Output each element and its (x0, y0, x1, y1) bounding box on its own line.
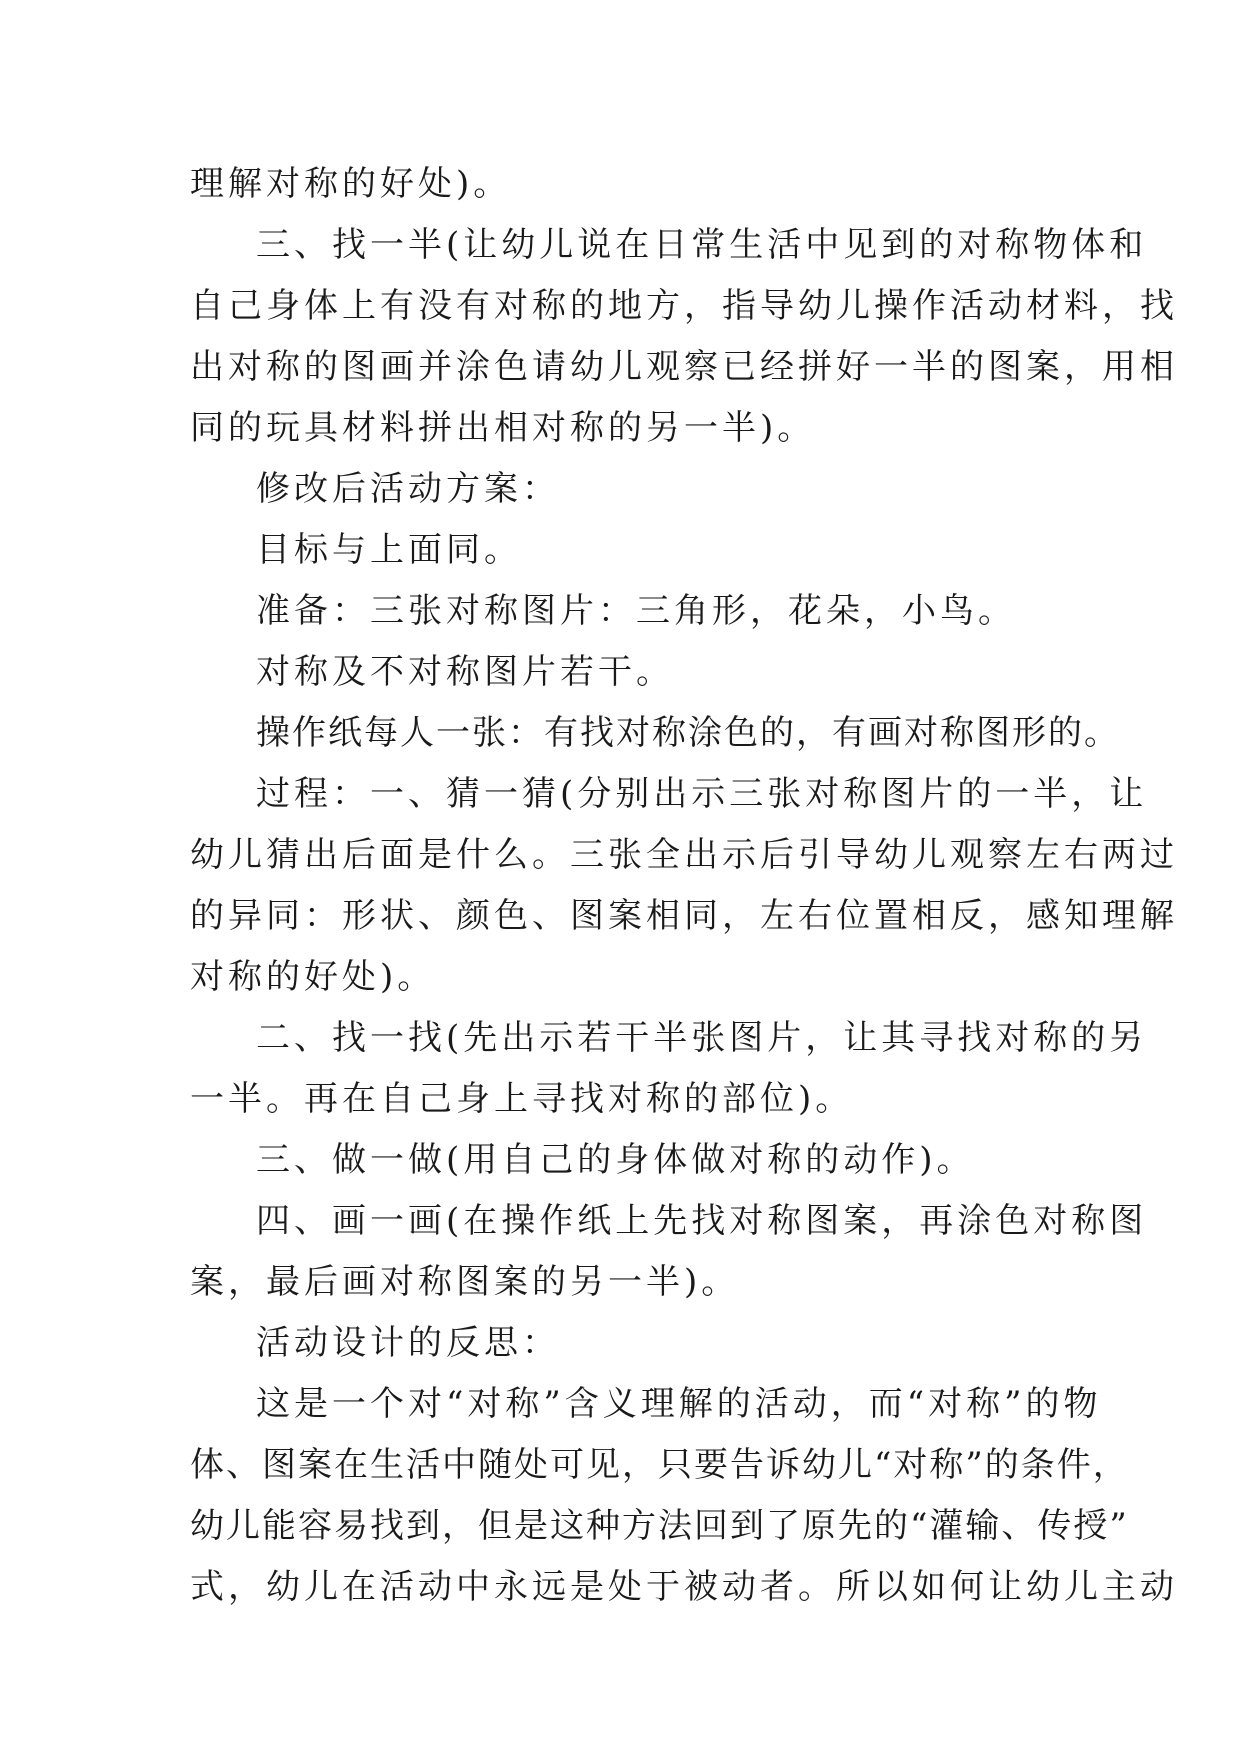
text-line: 的异同：形状、颜色、图案相同，左右位置相反，感知理解 (190, 896, 1178, 936)
text-line: 理解对称的好处)。 (190, 164, 512, 204)
text-line: 同的玩具材料拼出相对称的另一半)。 (190, 408, 816, 448)
text-line: 自己身体上有没有对称的地方，指导幼儿操作活动材料，找 (190, 286, 1178, 326)
text-line: 对称的好处)。 (190, 957, 436, 997)
text-line: 对称及不对称图片若干。 (256, 652, 674, 692)
text-line: 这是一个对“对称”含义理解的活动，而“对称”的物 (256, 1384, 1102, 1424)
text-line: 修改后活动方案： (256, 469, 560, 509)
text-line: 式，幼儿在活动中永远是处于被动者。所以如何让幼儿主动 (190, 1567, 1178, 1607)
text-line: 目标与上面同。 (256, 530, 522, 570)
text-line: 体、图案在生活中随处可见，只要告诉幼儿“对称”的条件， (190, 1445, 1129, 1485)
text-line: 幼儿能容易找到，但是这种方法回到了原先的“灌输、传授” (190, 1506, 1129, 1546)
text-line: 案，最后画对称图案的另一半)。 (190, 1262, 740, 1302)
text-line: 二、找一找(先出示若干半张图片，让其寻找对称的另 (256, 1018, 1148, 1058)
text-line: 准备：三张对称图片：三角形，花朵，小鸟。 (256, 591, 1016, 631)
text-line: 幼儿猜出后面是什么。三张全出示后引导幼儿观察左右两过 (190, 835, 1178, 875)
text-line: 活动设计的反思： (256, 1323, 560, 1363)
document-body (190, 154, 1178, 1618)
text-line: 出对称的图画并涂色请幼儿观察已经拼好一半的图案，用相 (190, 347, 1178, 387)
text-line: 三、做一做(用自己的身体做对称的动作)。 (256, 1140, 975, 1180)
text-line: 过程：一、猜一猜(分别出示三张对称图片的一半，让 (256, 774, 1148, 814)
text-line: 一半。再在自己身上寻找对称的部位)。 (190, 1079, 854, 1119)
text-line: 三、找一半(让幼儿说在日常生活中见到的对称物体和 (256, 225, 1148, 265)
text-line: 四、画一画(在操作纸上先找对称图案，再涂色对称图 (256, 1201, 1148, 1241)
text-line: 操作纸每人一张：有找对称涂色的，有画对称图形的。 (256, 713, 1120, 753)
